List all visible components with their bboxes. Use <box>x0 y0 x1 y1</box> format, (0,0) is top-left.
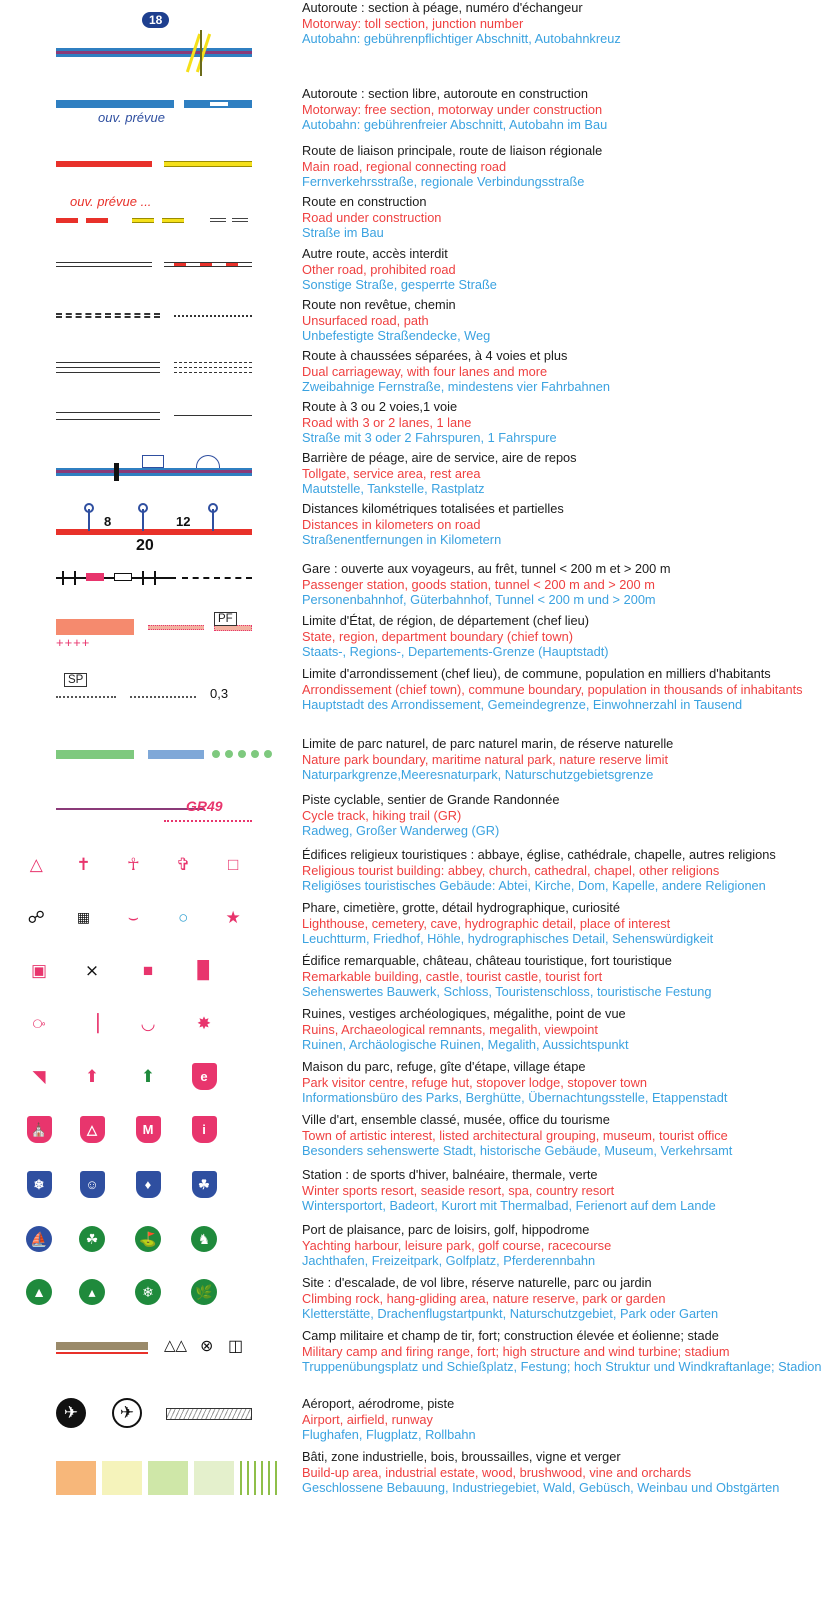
wood-swatch <box>148 1461 188 1495</box>
abbey-icon: △ <box>29 854 43 874</box>
label-fr: Bâti, zone industrielle, bois, broussailles, vigne et verger <box>302 1449 621 1464</box>
label-de: Staats-, Regions-, Departements-Grenze (Hauptstadt) <box>302 644 609 660</box>
legend-row-state-region-department-boundary <box>0 613 834 666</box>
vine-orchards-swatch <box>240 1461 280 1495</box>
text-lighthouse-cemetery-cave <box>258 900 834 947</box>
legend-row-cycle-track-hiking-trail <box>0 792 834 847</box>
symbol-unsurfaced-road-path <box>0 297 258 348</box>
label-en: Military camp and firing range, fort; high structure and wind turbine; stadium <box>302 1343 730 1359</box>
text-railway-station <box>258 561 834 608</box>
yachting-harbour-icon: ⛵ <box>26 1226 52 1252</box>
cemetery-icon: ▦ <box>76 909 91 925</box>
label-en: Motorway: free section, motorway under construction <box>302 101 603 117</box>
partial-distance-1: 8 <box>104 514 112 529</box>
country-resort-icon: ☘ <box>192 1171 217 1198</box>
golf-course-icon: ⛳ <box>135 1226 161 1252</box>
label-de: Straße mit 3 oder 2 Fahrspuren, 1 Fahrspure <box>302 430 557 446</box>
chapel-icon: ✞ <box>176 854 191 874</box>
listed-grouping-icon: △ <box>80 1116 105 1143</box>
label-fr: Route à chaussées séparées, à 4 voies et plus <box>302 348 568 363</box>
town-of-art-icon: ⛪ <box>27 1116 52 1143</box>
label-de: Autobahn: gebührenpflichtiger Abschnitt, Autobahnkreuz <box>302 31 621 47</box>
racecourse-icon: ♞ <box>191 1226 217 1252</box>
label-de: Sehenswertes Bauwerk, Schloss, Touristenschloss, touristische Festung <box>302 984 712 1000</box>
tourist-castle-icon: ■ <box>142 960 154 980</box>
label-fr: Phare, cimetière, grotte, détail hydrographique, curiosité <box>302 900 620 915</box>
place-of-interest-icon: ★ <box>225 907 241 927</box>
runway-icon <box>166 1408 252 1420</box>
text-resorts <box>258 1167 834 1214</box>
label-de: Zweibahnige Fernstraße, mindestens vier Fahrbahnen <box>302 379 610 395</box>
subprefecture-label: SP <box>64 673 87 687</box>
legend-row-resorts <box>0 1167 834 1222</box>
climbing-rock-icon: ▲ <box>26 1279 52 1305</box>
label-fr: Autoroute : section à péage, numéro d'échangeur <box>302 0 583 15</box>
label-en: Winter sports resort, seaside resort, spa, country resort <box>302 1182 615 1198</box>
label-en: Road under construction <box>302 209 442 225</box>
total-distance: 20 <box>136 537 154 554</box>
legend-row-military-camp-structures-stadium <box>0 1328 834 1396</box>
planned-opening-label: ouv. prévue ... <box>70 194 152 209</box>
symbol-park-centre-refuge-lodge <box>0 1059 258 1090</box>
legend-row-yachting-leisure-golf-racecourse <box>0 1222 834 1275</box>
symbol-ruins-megalith-viewpoint <box>0 1006 258 1036</box>
label-fr: Barrière de péage, aire de service, aire de repos <box>302 450 577 465</box>
legend-row-park-centre-refuge-lodge <box>0 1059 834 1112</box>
legend-row-other-road-prohibited <box>0 246 834 297</box>
wind-turbine-icon: ⊗ <box>200 1338 214 1355</box>
legend-row-railway-station <box>0 561 834 613</box>
label-fr: Aéroport, aérodrome, piste <box>302 1396 455 1411</box>
label-de: Fernverkehrsstraße, regionale Verbindungsstraße <box>302 174 585 190</box>
label-de: Mautstelle, Tankstelle, Rastplatz <box>302 481 485 497</box>
population-label: 0,3 <box>210 686 229 701</box>
label-de: Unbefestigte Straßendecke, Weg <box>302 328 491 344</box>
label-en: Airport, airfield, runway <box>302 1411 433 1427</box>
legend-row-road-under-construction <box>0 194 834 246</box>
symbol-town-of-art-museum <box>0 1112 258 1143</box>
label-en: Dual carriageway, with four lanes and more <box>302 363 548 379</box>
legend-row-town-of-art-museum <box>0 1112 834 1167</box>
junction-number-badge: 18 <box>142 12 169 28</box>
spa-resort-icon: ♦ <box>136 1171 161 1198</box>
church-icon: ✝ <box>76 854 91 874</box>
legend-row-tollgate-service-rest <box>0 450 834 501</box>
label-fr: Route non revêtue, chemin <box>302 297 456 312</box>
label-de: Geschlossene Bebauung, Industriegebiet, Wald, Gebüsch, Weinbau und Obstgärten <box>302 1480 780 1496</box>
airport-icon: ✈ <box>56 1398 86 1428</box>
winter-sports-resort-icon: ❄ <box>27 1171 52 1198</box>
industrial-estate-swatch <box>102 1461 142 1495</box>
symbol-cycle-track-hiking-trail <box>0 792 258 847</box>
symbol-railway-station <box>0 561 258 613</box>
label-de: Straße im Bau <box>302 225 384 241</box>
label-fr: Limite d'arrondissement (chef lieu), de commune, population en milliers d'habitants <box>302 666 771 681</box>
label-en: Arrondissement (chief town), commune boundary, population in thousands of inhabitants <box>302 681 803 697</box>
label-en: Road with 3 or 2 lanes, 1 lane <box>302 414 472 430</box>
label-de: Jachthafen, Freizeitpark, Golfplatz, Pferderennbahn <box>302 1253 596 1269</box>
airfield-icon: ✈ <box>112 1398 142 1428</box>
text-main-regional-road <box>258 143 834 190</box>
legend-row-unsurfaced-road-path <box>0 297 834 348</box>
label-fr: Maison du parc, refuge, gîte d'étape, village étape <box>302 1059 586 1074</box>
label-fr: Ville d'art, ensemble classé, musée, office du tourisme <box>302 1112 610 1127</box>
label-de: Ruinen, Archäologische Ruinen, Megalith, Aussichtspunkt <box>302 1037 629 1053</box>
text-unsurfaced-road-path <box>258 297 834 344</box>
prefecture-label: PF <box>214 612 237 626</box>
text-religious-tourist-building <box>258 847 834 894</box>
label-en: Nature park boundary, maritime natural park, nature reserve limit <box>302 751 669 767</box>
gr-number-label: GR49 <box>186 798 223 814</box>
text-town-of-art-museum <box>258 1112 834 1159</box>
park-or-garden-icon: 🌿 <box>191 1279 217 1305</box>
cathedral-icon: ☥ <box>127 854 140 874</box>
legend-row-climbing-hanggliding-reserve-garden <box>0 1275 834 1328</box>
label-de: Flughafen, Flugplatz, Rollbahn <box>302 1427 476 1443</box>
museum-icon: M <box>136 1116 161 1143</box>
label-fr: Camp militaire et champ de tir, fort; construction élevée et éolienne; stade <box>302 1328 719 1343</box>
label-en: Town of artistic interest, listed architectural grouping, museum, tourist office <box>302 1127 728 1143</box>
label-en: Park visitor centre, refuge hut, stopover lodge, stopover town <box>302 1074 647 1090</box>
text-builtup-industrial-wood <box>258 1449 834 1496</box>
label-fr: Limite d'État, de région, de département (chef lieu) <box>302 613 589 628</box>
label-de: Truppenübungsplatz und Schießplatz, Festung; hoch Struktur und Windkraftanlage; Stadion <box>302 1359 822 1375</box>
remarkable-building-icon: ▣ <box>30 960 48 980</box>
label-fr: Limite de parc naturel, de parc naturel marin, de réserve naturelle <box>302 736 674 751</box>
label-en: Religious tourist building: abbey, church, cathedral, chapel, other religions <box>302 862 720 878</box>
label-de: Wintersportort, Badeort, Kurort mit Thermalbad, Ferienort auf dem Lande <box>302 1198 716 1214</box>
label-fr: Port de plaisance, parc de loisirs, golf, hippodrome <box>302 1222 590 1237</box>
label-en: Ruins, Archaeological remnants, megalith, viewpoint <box>302 1021 598 1037</box>
label-de: Kletterstätte, Drachenflugstartpunkt, Naturschutzgebiet, Park oder Garten <box>302 1306 719 1322</box>
symbol-climbing-hanggliding-reserve-garden <box>0 1275 258 1305</box>
cave-icon: ⌣ <box>127 907 139 927</box>
label-de: Straßenentfernungen in Kilometern <box>302 532 502 548</box>
park-visitor-centre-icon: ◥ <box>32 1067 46 1086</box>
text-motorway-free <box>258 86 834 133</box>
label-de: Personenbahnhof, Güterbahnhof, Tunnel < 200 m und > 200m <box>302 592 656 608</box>
label-en: Climbing rock, hang-gliding area, nature reserve, park or garden <box>302 1290 666 1306</box>
builtup-area-swatch <box>56 1461 96 1495</box>
label-fr: Distances kilométriques totalisées et partielles <box>302 501 564 516</box>
nature-reserve-icon: ❄ <box>135 1279 161 1305</box>
text-road-under-construction <box>258 194 834 241</box>
label-en: State, region, department boundary (chief town) <box>302 628 574 644</box>
legend-row-distances-km <box>0 501 834 561</box>
label-fr: Route de liaison principale, route de liaison régionale <box>302 143 603 158</box>
symbol-military-camp-structures-stadium <box>0 1328 258 1396</box>
label-fr: Gare : ouverte aux voyageurs, au frêt, tunnel < 200 m et > 200 m <box>302 561 671 576</box>
text-park-centre-refuge-lodge <box>258 1059 834 1106</box>
text-yachting-leisure-golf-racecourse <box>258 1222 834 1269</box>
text-ruins-megalith-viewpoint <box>258 1006 834 1053</box>
text-nature-park-boundary <box>258 736 834 783</box>
label-de: Hauptstadt des Arrondissement, Gemeindegrenze, Einwohnerzahl in Tausend <box>302 697 743 713</box>
hydrographic-detail-icon: ○ <box>178 907 189 927</box>
label-de: Religiöses touristisches Gebäude: Abtei, Kirche, Dom, Kapelle, andere Religionen <box>302 878 766 894</box>
symbol-nature-park-boundary <box>0 736 258 792</box>
legend-row-dual-carriageway <box>0 348 834 399</box>
partial-distance-2: 12 <box>176 514 191 529</box>
legend-row-nature-park-boundary <box>0 736 834 792</box>
label-en: Other road, prohibited road <box>302 261 456 277</box>
legend-row-lighthouse-cemetery-cave <box>0 900 834 953</box>
label-de: Besonders sehenswerte Stadt, historische Gebäude, Museum, Verkehrsamt <box>302 1143 733 1159</box>
label-fr: Ruines, vestiges archéologiques, mégalithe, point de vue <box>302 1006 626 1021</box>
symbol-road-lanes <box>0 399 258 450</box>
legend-row-builtup-industrial-wood <box>0 1449 834 1505</box>
label-en: Passenger station, goods station, tunnel < 200 m and > 200 m <box>302 576 655 592</box>
label-en: Yachting harbour, leisure park, golf course, racecourse <box>302 1237 612 1253</box>
symbol-tollgate-service-rest <box>0 450 258 501</box>
legend-row-arrondissement-commune-boundary <box>0 666 834 736</box>
label-en: Lighthouse, cemetery, cave, hydrographic detail, place of interest <box>302 915 671 931</box>
text-military-camp-structures-stadium <box>258 1328 834 1375</box>
label-fr: Autre route, accès interdit <box>302 246 448 261</box>
label-de: Naturparkgrenze,Meeresnaturpark, Naturschutzgebietsgrenze <box>302 767 654 783</box>
symbol-distances-km <box>0 501 258 561</box>
symbol-arrondissement-commune-boundary <box>0 666 258 736</box>
symbol-airport-airfield-runway <box>0 1396 258 1449</box>
tourist-fort-icon: ▉ <box>197 960 211 980</box>
symbol-resorts <box>0 1167 258 1198</box>
text-distances-km <box>258 501 834 548</box>
text-state-region-department-boundary <box>258 613 834 660</box>
label-en: Unsurfaced road, path <box>302 312 429 328</box>
symbol-builtup-industrial-wood <box>0 1449 258 1505</box>
legend-row-main-regional-road <box>0 143 834 194</box>
megalith-icon: ◡ <box>140 1013 156 1033</box>
label-de: Radweg, Großer Wanderweg (GR) <box>302 823 500 839</box>
label-de: Leuchtturm, Friedhof, Höhle, hydrographisches Detail, Sehenswürdigkeit <box>302 931 714 947</box>
legend-row-airport-airfield-runway <box>0 1396 834 1449</box>
hang-gliding-icon: ▴ <box>79 1279 105 1305</box>
label-fr: Station : de sports d'hiver, balnéaire, thermale, verte <box>302 1167 598 1182</box>
label-fr: Édifice remarquable, château, château touristique, fort touristique <box>302 953 672 968</box>
stopover-town-icon: e <box>192 1063 217 1090</box>
legend-row-remarkable-building-castle <box>0 953 834 1006</box>
symbol-road-under-construction <box>0 194 258 246</box>
text-cycle-track-hiking-trail <box>258 792 834 839</box>
label-en: Motorway: toll section, junction number <box>302 15 524 31</box>
legend-row-motorway-toll <box>0 0 834 86</box>
label-de: Autobahn: gebührenfreier Abschnitt, Autobahn im Bau <box>302 117 608 133</box>
castle-icon: ⨯ <box>84 960 100 980</box>
archaeological-remnants-icon: ▕ <box>85 1013 99 1033</box>
symbol-dual-carriageway <box>0 348 258 399</box>
label-en: Remarkable building, castle, tourist castle, tourist fort <box>302 968 603 984</box>
symbol-other-road-prohibited <box>0 246 258 297</box>
text-dual-carriageway <box>258 348 834 395</box>
symbol-remarkable-building-castle <box>0 953 258 983</box>
boundary-plus-pattern: ++++ <box>56 635 91 650</box>
ruins-icon: ⧂ <box>32 1015 46 1031</box>
text-airport-airfield-runway <box>258 1396 834 1443</box>
label-de: Sonstige Straße, gesperrte Straße <box>302 277 497 293</box>
symbol-religious-tourist-building <box>0 847 258 877</box>
symbol-motorway-free <box>0 86 258 143</box>
label-en: Main road, regional connecting road <box>302 158 507 174</box>
stopover-lodge-icon: ⬆ <box>140 1067 156 1086</box>
brushwood-swatch <box>194 1461 234 1495</box>
text-climbing-hanggliding-reserve-garden <box>258 1275 834 1322</box>
text-motorway-toll <box>258 0 834 47</box>
label-en: Tollgate, service area, rest area <box>302 465 481 481</box>
other-religion-icon: □ <box>227 854 239 874</box>
leisure-park-icon: ☘ <box>79 1226 105 1252</box>
tourist-office-icon: i <box>192 1116 217 1143</box>
label-fr: Route à 3 ou 2 voies,1 voie <box>302 399 458 414</box>
text-tollgate-service-rest <box>258 450 834 497</box>
planned-opening-label: ouv. prévue <box>98 110 165 125</box>
label-en: Build-up area, industrial estate, wood, brushwood, vine and orchards <box>302 1464 692 1480</box>
stadium-icon: ◫ <box>228 1338 244 1355</box>
text-other-road-prohibited <box>258 246 834 293</box>
symbol-motorway-toll <box>0 0 258 86</box>
text-arrondissement-commune-boundary <box>258 666 834 713</box>
label-fr: Site : d'escalade, de vol libre, réserve naturelle, parc ou jardin <box>302 1275 652 1290</box>
legend-row-motorway-free <box>0 86 834 143</box>
symbol-state-region-department-boundary <box>0 613 258 666</box>
symbol-yachting-leisure-golf-racecourse <box>0 1222 258 1252</box>
label-fr: Route en construction <box>302 194 427 209</box>
label-fr: Piste cyclable, sentier de Grande Randonnée <box>302 792 560 807</box>
label-fr: Autoroute : section libre, autoroute en construction <box>302 86 588 101</box>
symbol-main-regional-road <box>0 143 258 194</box>
legend-row-road-lanes <box>0 399 834 450</box>
label-en: Cycle track, hiking trail (GR) <box>302 807 462 823</box>
legend-row-ruins-megalith-viewpoint <box>0 1006 834 1059</box>
seaside-resort-icon: ☺ <box>80 1171 105 1198</box>
label-fr: Édifices religieux touristiques : abbaye, église, cathédrale, chapelle, autres religions <box>302 847 776 862</box>
legend-row-religious-tourist-building <box>0 847 834 900</box>
lighthouse-icon: ☍ <box>27 907 45 927</box>
label-de: Informationsbüro des Parks, Berghütte, Übernachtungsstelle, Etappenstadt <box>302 1090 728 1106</box>
viewpoint-icon: ✸ <box>196 1013 212 1033</box>
symbol-lighthouse-cemetery-cave <box>0 900 258 930</box>
nature-reserve-dots <box>212 750 272 758</box>
label-en: Distances in kilometers on road <box>302 516 481 532</box>
text-road-lanes <box>258 399 834 446</box>
text-remarkable-building-castle <box>258 953 834 1000</box>
refuge-hut-icon: ⬆ <box>84 1067 100 1086</box>
fort-icon: △△ <box>164 1337 188 1354</box>
